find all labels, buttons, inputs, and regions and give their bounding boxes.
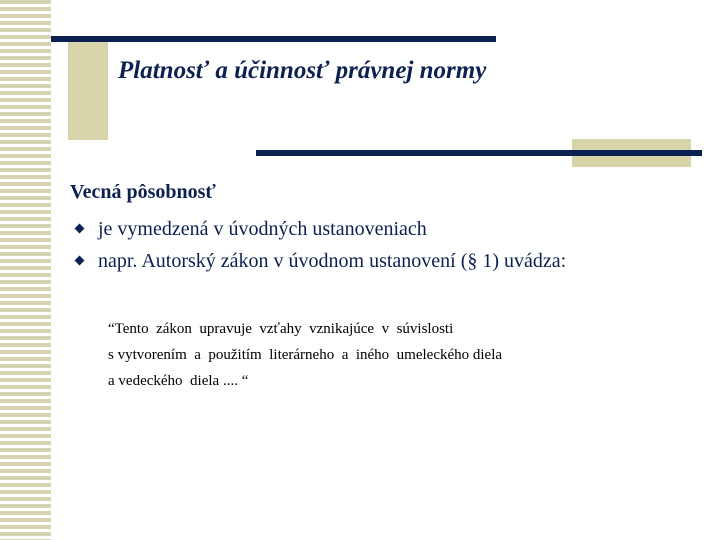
law-quote bbox=[108, 317, 628, 395]
decorative-stripe-column bbox=[0, 0, 51, 540]
quote-line: s vytvorením a použitím literárneho a iného umeleckého diela bbox=[108, 347, 503, 363]
slide-title: Platnosť a účinnosť právnej normy bbox=[118, 57, 487, 84]
bullet-item bbox=[76, 247, 566, 279]
diamond-bullet-icon bbox=[75, 256, 85, 266]
bullet-text: napr. Autorský zákon v úvodnom ustanovení (§ 1) uvádza: bbox=[98, 250, 567, 272]
bullet-item bbox=[76, 215, 566, 247]
title-bottom-rule bbox=[256, 150, 702, 156]
title-accent-block bbox=[68, 38, 108, 140]
section-heading: Vecná pôsobnosť bbox=[70, 181, 216, 203]
title-top-rule bbox=[51, 36, 496, 42]
bullet-text: je vymedzená v úvodných ustanoveniach bbox=[98, 218, 427, 240]
quote-line: a vedeckého diela .... “ bbox=[108, 373, 249, 389]
bullet-list bbox=[76, 215, 566, 279]
quote-line: “Tento zákon upravuje vzťahy vznikajúce v súvislosti bbox=[108, 321, 454, 337]
diamond-bullet-icon bbox=[75, 224, 85, 234]
